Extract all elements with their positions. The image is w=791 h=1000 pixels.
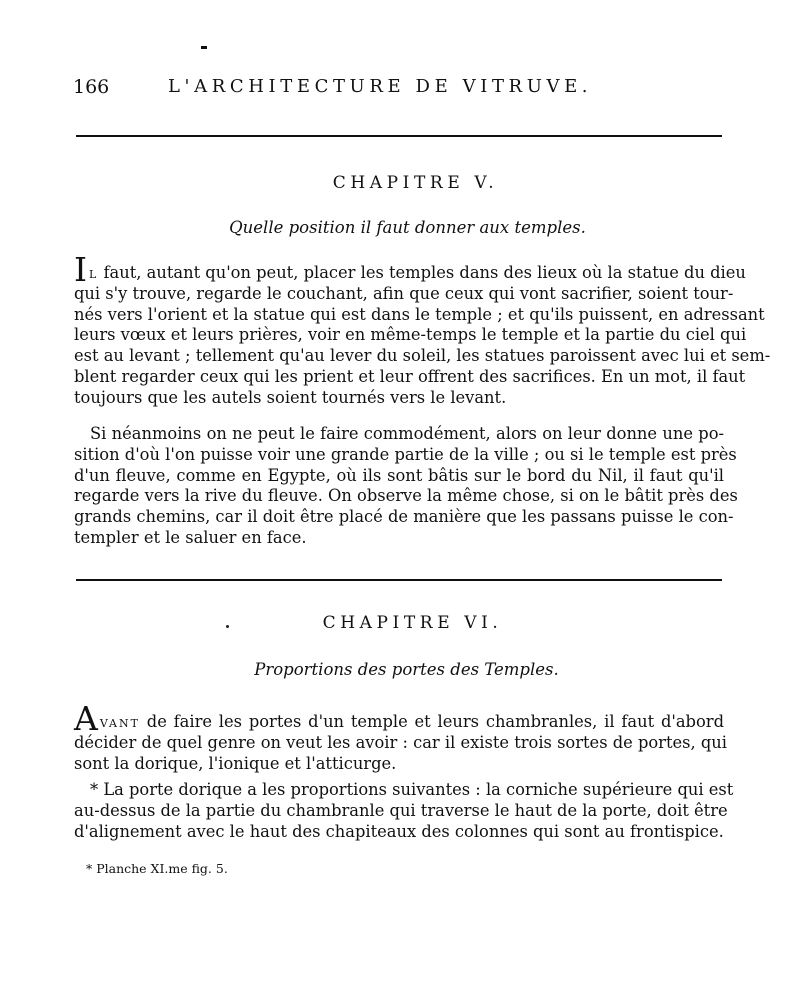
line-text: de faire les portes d'un temple et leurs chambranles, il faut d'abord [139, 712, 724, 731]
lead-word: l [89, 264, 99, 282]
text-line: d'alignement avec le haut des chapiteaux des colonnes qui sont au frontispice. [74, 821, 724, 841]
text-line: grands chemins, car il doit être placé de manière que les passans puisse le con- [74, 507, 734, 527]
running-title: L'ARCHITECTURE DE VITRUVE. [168, 76, 593, 97]
chapter-5-paragraph-1 [74, 250, 771, 409]
text-line: est au levant ; tellement qu'au lever du soleil, les statues paroissent avec lui et sem- [74, 346, 771, 366]
text-line: toujours que les autels soient tournés vers le levant. [74, 387, 507, 407]
chapter-6-paragraph-1 [74, 699, 727, 774]
drop-cap: A [74, 699, 98, 738]
text-line: regarde vers la rive du fleuve. On observe la même chose, si on le bâtit près des [74, 486, 738, 506]
text-line: blent regarder ceux qui les prient et leur offrent des sacrifices. En un mot, il faut [74, 366, 746, 386]
text-line: qui s'y trouve, regarde le couchant, afin que ceux qui vont sacrifier, soient tour- [74, 283, 734, 303]
line-text: faut, autant qu'on peut, placer les temples dans des lieux où la statue du dieu [98, 263, 746, 282]
header-rule [76, 135, 722, 137]
footnote: * Planche XI.me fig. 5. [86, 861, 228, 876]
text-line [74, 699, 724, 738]
ink-mark [201, 46, 207, 49]
chapter-5-title: CHAPITRE V. [332, 173, 499, 193]
text-line: sition d'où l'on puisse voir une grande partie de la ville ; ou si le temple est près [74, 444, 737, 464]
chapter-6-title: CHAPITRE VI. [322, 613, 503, 633]
drop-cap: I [74, 250, 88, 289]
chapter-5-subtitle: Quelle position il faut donner aux temples. [229, 218, 586, 237]
chapter-6-paragraph-2 [74, 780, 734, 842]
chapter-6-subtitle: Proportions des portes des Temples. [254, 660, 559, 679]
text-line: nés vers l'orient et la statue qui est dans le temple ; et qu'ils puissent, en adressant [74, 304, 765, 324]
text-line: décider de quel genre on veut les avoir : car il existe trois sortes de portes, qui [74, 732, 727, 752]
page-number: 166 [73, 76, 110, 98]
text-line: sont la dorique, l'ionique et l'atticurge. [74, 753, 397, 773]
text-line: templer et le saluer en face. [74, 527, 307, 547]
text-line: Si néanmoins on ne peut le faire commodément, alors on leur donne une po- [90, 424, 724, 443]
lead-word: vant [99, 713, 140, 731]
running-head [70, 74, 722, 104]
text-line: au-dessus de la partie du chambranle qui traverse le haut de la porte, doit être [74, 800, 728, 820]
text-line [74, 250, 746, 289]
text-line: leurs vœux et leurs prières, voir en même-temps le temple et la partie du ciel qui [74, 325, 747, 345]
text-line: * La porte dorique a les proportions suivantes : la corniche supérieure qui est [90, 780, 734, 799]
chapter-5-paragraph-2 [74, 424, 738, 549]
text-line: d'un fleuve, comme en Egypte, où ils sont bâtis sur le bord du Nil, il faut qu'il [74, 465, 724, 485]
chapter-divider-rule [76, 579, 722, 581]
